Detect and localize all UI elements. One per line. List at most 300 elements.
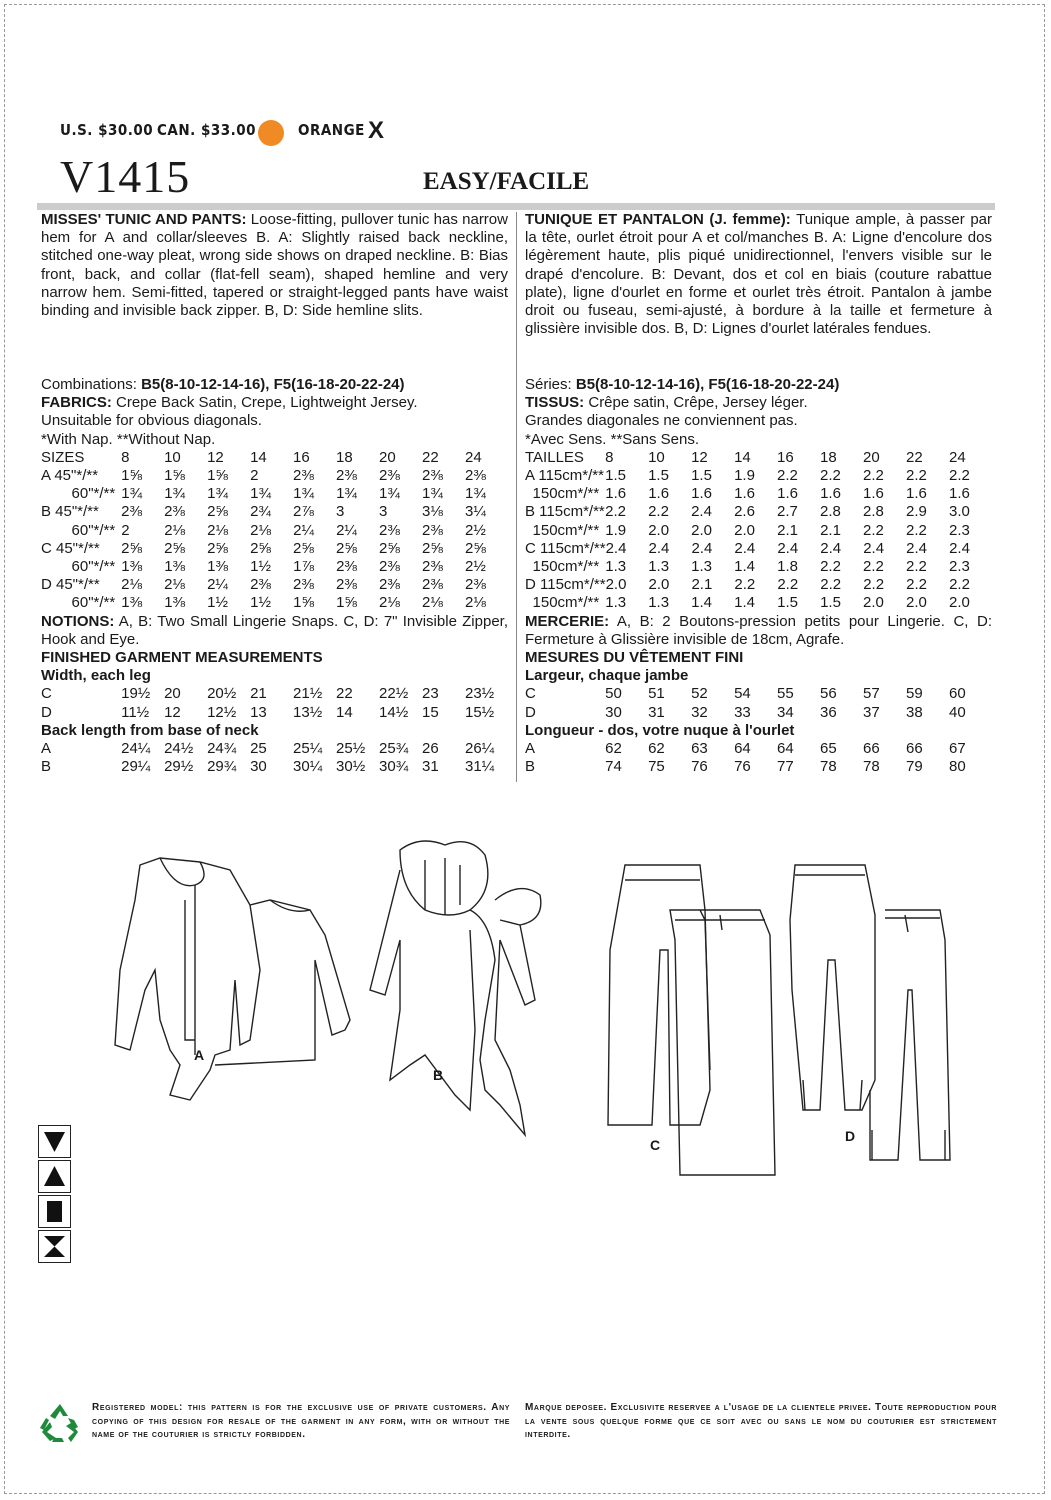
table-cell: 1.9 xyxy=(734,467,755,484)
table-cell: 76 xyxy=(734,758,751,776)
table-cell: 1.4 xyxy=(691,594,713,612)
table-cell: 25¾ xyxy=(379,739,409,757)
table-cell: 1.6 xyxy=(691,485,713,503)
view-c-label: C xyxy=(650,1137,661,1153)
table-cell: 2⅛ xyxy=(164,576,185,594)
back-header-en: Back length from base of neck xyxy=(41,721,259,739)
column-divider xyxy=(516,212,517,782)
view-d-label: D xyxy=(845,1128,856,1144)
table-cell: 1.5 xyxy=(648,467,669,484)
table-cell: 21½ xyxy=(293,685,323,703)
row-label: B xyxy=(41,758,52,776)
table-row xyxy=(41,467,508,485)
table-cell: 1⅜ xyxy=(121,557,143,575)
table-cell: 60 xyxy=(948,685,966,703)
row-label: 60"*/** xyxy=(71,557,116,575)
table-row xyxy=(41,503,508,521)
table-cell: 1.6 xyxy=(820,485,841,503)
english-column xyxy=(41,211,508,776)
table-cell: 1⅝ xyxy=(121,467,142,484)
table-cell: 2.1 xyxy=(777,521,798,539)
table-cell: 2.4 xyxy=(691,539,713,557)
table-row xyxy=(525,685,992,703)
table-cell: 1.8 xyxy=(777,557,798,575)
row-label: 60"*/** xyxy=(71,521,116,539)
row-label: 150cm*/** xyxy=(532,485,600,503)
view-c-drawing xyxy=(608,865,775,1175)
table-row xyxy=(41,594,508,612)
table-cell: 2⅞ xyxy=(293,503,314,521)
table-cell: 19½ xyxy=(121,685,151,703)
finished-header-fr: MESURES DU VÊTEMENT FINI xyxy=(525,648,744,666)
table-cell: 1⅜ xyxy=(207,557,229,575)
table-cell: 2⅜ xyxy=(379,576,400,594)
table-cell: 2⅜ xyxy=(422,521,443,539)
row-label: 150cm*/** xyxy=(532,557,600,575)
table-cell: 62 xyxy=(605,739,622,757)
table-cell: 14 xyxy=(250,448,267,466)
table-cell: 2⅝ xyxy=(207,539,228,557)
table-cell: 64 xyxy=(734,739,751,757)
table-cell: 2⅝ xyxy=(293,539,314,557)
table-cell: 22 xyxy=(906,448,923,466)
width-header-fr: Largeur, chaque jambe xyxy=(525,667,689,685)
table-cell: 1.6 xyxy=(948,485,970,503)
table-cell: 2⅜ xyxy=(336,576,357,594)
table-cell: 1.5 xyxy=(605,467,626,484)
x-mark: X xyxy=(368,117,385,144)
table-cell: 2¼ xyxy=(336,521,357,539)
table-cell: 40 xyxy=(948,703,966,721)
table-cell: 2⅝ xyxy=(422,539,443,557)
table-cell: 2.2 xyxy=(906,467,927,484)
table-cell: 2.0 xyxy=(648,576,670,594)
table-cell: 2.0 xyxy=(734,521,755,539)
table-cell: 52 xyxy=(691,685,708,703)
table-cell: 2.2 xyxy=(605,503,626,521)
row-label: 60"*/** xyxy=(71,485,116,503)
description-lead: MISSES' TUNIC AND PANTS: xyxy=(41,211,247,228)
table-cell: 8 xyxy=(121,448,130,466)
table-cell: 22 xyxy=(422,448,439,466)
row-label: D 45"*/** xyxy=(41,576,100,594)
table-cell: 1.6 xyxy=(734,485,755,503)
table-cell: 80 xyxy=(948,758,966,776)
table-cell: 2.1 xyxy=(691,576,713,594)
table-cell: 54 xyxy=(734,685,751,703)
table-cell: 2.2 xyxy=(648,503,669,521)
legal-notice-en: Registered model: this pattern is for the exclusive use of private customers. Any copying of this design for resale of the garment in any form, with or without the name of the couturier is strictly forbidden. xyxy=(92,1402,510,1441)
table-cell: 2⅜ xyxy=(293,576,314,594)
table-cell: 3.0 xyxy=(948,503,970,521)
yardage-table-en xyxy=(41,449,508,613)
nap-note-fr: *Avec Sens. **Sans Sens. xyxy=(525,430,699,448)
table-cell: 1.3 xyxy=(648,557,670,575)
row-label: B 45"*/** xyxy=(41,503,99,521)
table-cell: 1½ xyxy=(250,557,271,575)
table-cell: 2.4 xyxy=(648,539,670,557)
table-row xyxy=(525,485,992,503)
table-cell: 2 xyxy=(250,467,259,484)
back-header-fr: Longueur - dos, votre nuque à l'ourlet xyxy=(525,721,795,739)
table-cell: 1⅝ xyxy=(336,594,357,612)
row-label: A xyxy=(41,739,52,757)
table-cell: 2⅝ xyxy=(336,539,357,557)
table-cell: 65 xyxy=(820,739,837,757)
table-row xyxy=(525,704,992,722)
table-cell: 20 xyxy=(379,448,396,466)
table-cell: 2⅛ xyxy=(164,521,186,539)
table-cell: 1.6 xyxy=(648,485,670,503)
table-cell: 74 xyxy=(605,758,622,776)
table-row xyxy=(525,740,992,758)
table-cell: 62 xyxy=(648,739,665,757)
table-cell: 76 xyxy=(691,758,708,776)
combinations-en: Combinations: B5(8-10-12-14-16), F5(16-18-20-22-24) xyxy=(41,376,405,393)
table-cell: 55 xyxy=(777,685,794,703)
table-row xyxy=(525,576,992,594)
table-cell: 2.2 xyxy=(906,521,927,539)
table-cell: 2.4 xyxy=(906,539,928,557)
table-cell: 2.2 xyxy=(949,576,970,594)
table-cell: 12 xyxy=(164,703,181,721)
table-cell: 2.2 xyxy=(863,576,885,594)
table-cell: 77 xyxy=(777,758,794,776)
table-cell: 14½ xyxy=(379,703,409,721)
table-cell: 2¼ xyxy=(293,521,314,539)
table-cell: 34 xyxy=(777,703,794,721)
difficulty-label: EASY/FACILE xyxy=(423,168,590,195)
notions-en: NOTIONS: A, B: Two Small Lingerie Snaps. C, D: 7" Invisible Zipper, Hook and Eye. xyxy=(41,612,508,648)
table-row xyxy=(525,522,992,540)
table-cell: 2.7 xyxy=(777,503,798,521)
width-rows-fr xyxy=(525,685,992,721)
table-cell: 13 xyxy=(250,703,267,721)
square-icon xyxy=(38,1195,71,1228)
row-label: D 115cm*/** xyxy=(525,576,606,594)
table-cell: 2.1 xyxy=(820,521,841,539)
table-cell: 2⅜ xyxy=(164,503,185,521)
table-cell: 1.4 xyxy=(734,557,755,575)
table-cell: 2.2 xyxy=(906,557,927,575)
table-cell: 2.4 xyxy=(734,539,756,557)
table-cell: 1.4 xyxy=(734,594,755,612)
table-row xyxy=(525,467,992,485)
table-cell: 2.2 xyxy=(948,467,970,484)
fabrics-note-en: Unsuitable for obvious diagonals. xyxy=(41,412,262,430)
width-header-en: Width, each leg xyxy=(41,667,151,685)
table-cell: 22½ xyxy=(379,685,409,703)
table-row xyxy=(41,540,508,558)
table-cell: 1.5 xyxy=(691,467,712,484)
table-cell: 2⅛ xyxy=(422,594,443,612)
table-cell: 2⅜ xyxy=(422,576,443,594)
table-cell: 22 xyxy=(336,685,353,703)
table-cell: 30 xyxy=(605,703,622,721)
table-cell: 14 xyxy=(734,448,751,466)
table-cell: 1⅜ xyxy=(121,594,143,612)
table-cell: 2⅜ xyxy=(464,467,486,484)
table-cell: 51 xyxy=(648,685,665,703)
size-header-row xyxy=(525,449,992,467)
table-cell: 1⅝ xyxy=(164,467,185,484)
table-cell: 1.3 xyxy=(605,594,627,612)
table-cell: 24½ xyxy=(164,739,194,757)
table-cell: 1¾ xyxy=(379,485,400,503)
table-cell: 14 xyxy=(336,703,353,721)
table-cell: 2⅝ xyxy=(464,539,486,557)
fabrics-fr: TISSUS: Crêpe satin, Crêpe, Jersey léger. xyxy=(525,394,808,412)
table-cell: 2.3 xyxy=(948,557,970,575)
table-cell: 2.2 xyxy=(777,467,798,484)
table-cell: 11½ xyxy=(121,703,150,721)
table-cell: 1⅜ xyxy=(164,594,186,612)
table-cell: 1.6 xyxy=(906,485,927,503)
legal-notice-fr: Marque deposee. Exclusivite reservee a l'usage de la clientele privee. Toute reproduction pour la vente sous quelque forme que ce soit avec ou sans le nom du couturier est strictement interdite. xyxy=(525,1402,997,1441)
table-cell: 29¾ xyxy=(207,758,237,776)
table-cell: 67 xyxy=(948,739,966,757)
table-cell: 33 xyxy=(734,703,751,721)
table-cell: 1¾ xyxy=(422,485,443,503)
view-a-label: A xyxy=(194,1047,205,1063)
table-row xyxy=(41,758,508,776)
garment-illustrations xyxy=(100,840,960,1190)
table-cell: 2.4 xyxy=(691,503,712,521)
table-row xyxy=(41,576,508,594)
row-label: D xyxy=(41,703,52,721)
notions-fr: MERCERIE: A, B: 2 Boutons-pression petits pour Lingerie. C, D: Fermeture à Glissière invisible de 18cm, Agrafe. xyxy=(525,612,992,648)
table-cell: 2⅛ xyxy=(464,594,486,612)
table-cell: 2.2 xyxy=(820,557,841,575)
header-rule xyxy=(37,203,995,210)
table-cell: 2½ xyxy=(464,557,486,575)
table-cell: 2.0 xyxy=(948,594,970,612)
table-cell: 1⅝ xyxy=(293,594,314,612)
table-cell: 2⅝ xyxy=(207,503,228,521)
table-cell: 50 xyxy=(605,685,622,703)
nap-note-en: *With Nap. **Without Nap. xyxy=(41,430,216,448)
table-cell: 20 xyxy=(863,448,880,466)
table-cell: 2.6 xyxy=(734,503,755,521)
table-cell: 1¾ xyxy=(250,485,271,503)
finished-header-en: FINISHED GARMENT MEASUREMENTS xyxy=(41,648,323,666)
table-cell: 24 xyxy=(464,448,482,466)
table-cell: 1¾ xyxy=(207,485,229,503)
table-cell: 66 xyxy=(863,739,880,757)
description-text: Loose-fitting, pullover tunic has narrow hem for A and collar/sleeves B. A: Slightly raised back neckline, stitched one-way pleat, wrong side shows on draped neckline. B: Bias front, back, and collar (flat-fell seam), shaped hemline and very narrow hem. Semi-fitted, tapered or straight-legged pants have waist binding and invisible back zipper. B, D: Side hemline slits. xyxy=(41,211,508,320)
table-cell: 20 xyxy=(164,685,181,703)
table-cell: 1.5 xyxy=(777,594,798,612)
table-cell: 2⅜ xyxy=(336,557,357,575)
table-cell: 3¼ xyxy=(464,503,486,521)
table-cell: 1¾ xyxy=(164,485,186,503)
table-cell: 1½ xyxy=(250,594,271,612)
row-label: C xyxy=(41,685,52,703)
table-cell: 2.0 xyxy=(691,521,713,539)
table-cell: 2.0 xyxy=(906,594,927,612)
table-cell: 1½ xyxy=(207,594,229,612)
table-cell: 79 xyxy=(906,758,923,776)
row-label: D xyxy=(525,703,536,721)
table-cell: 15½ xyxy=(464,703,495,721)
table-cell: 2.2 xyxy=(863,467,884,484)
table-cell: 1.6 xyxy=(863,485,884,503)
table-cell: 2.4 xyxy=(949,539,970,557)
table-cell: 2⅜ xyxy=(379,467,400,484)
size-header-row xyxy=(41,449,508,467)
table-cell: 78 xyxy=(863,758,880,776)
table-cell: 20½ xyxy=(207,685,237,703)
table-cell: 2.2 xyxy=(820,467,841,484)
row-label: C xyxy=(525,685,536,703)
table-cell: 25½ xyxy=(336,739,366,757)
table-cell: 37 xyxy=(863,703,880,721)
row-label: 150cm*/** xyxy=(532,594,600,612)
table-cell: 15 xyxy=(422,703,439,721)
table-cell: 25¼ xyxy=(293,739,323,757)
table-cell: 2⅛ xyxy=(250,521,271,539)
table-cell: 66 xyxy=(906,739,923,757)
table-cell: 25 xyxy=(250,739,267,757)
table-cell: 2⅜ xyxy=(250,576,271,594)
table-cell: 23 xyxy=(422,685,439,703)
table-cell: 2.4 xyxy=(777,539,799,557)
table-cell: 30¾ xyxy=(379,758,409,776)
table-cell: 2⅛ xyxy=(207,521,229,539)
table-cell: 2⅝ xyxy=(164,539,185,557)
table-cell: 2⅜ xyxy=(464,576,486,594)
table-cell: 3 xyxy=(336,503,345,521)
fabrics-note-fr: Grandes diagonales ne conviennent pas. xyxy=(525,412,798,430)
description-fr xyxy=(525,211,992,376)
table-cell: 2.3 xyxy=(948,521,970,539)
row-label: 150cm*/** xyxy=(532,521,600,539)
table-cell: 2.2 xyxy=(734,576,756,594)
table-cell: 16 xyxy=(293,448,310,466)
table-cell: 2.2 xyxy=(863,521,884,539)
back-rows-fr xyxy=(525,740,992,776)
table-cell: 59 xyxy=(906,685,923,703)
table-cell: 2¼ xyxy=(207,576,228,594)
table-cell: 2.4 xyxy=(820,539,842,557)
table-cell: 18 xyxy=(820,448,837,466)
table-row xyxy=(41,685,508,703)
row-label: 60"*/** xyxy=(71,594,116,612)
table-cell: 75 xyxy=(648,758,665,776)
table-cell: 2⅝ xyxy=(121,539,142,557)
table-cell: 24 xyxy=(948,448,966,466)
table-cell: 1.3 xyxy=(691,557,713,575)
table-cell: 13½ xyxy=(293,703,323,721)
combinations-fr: Séries: B5(8-10-12-14-16), F5(16-18-20-22-24) xyxy=(525,376,840,393)
table-cell: 2.8 xyxy=(820,503,841,521)
table-cell: 38 xyxy=(906,703,923,721)
can-price: CAN. $33.00 xyxy=(157,121,257,139)
table-cell: 24¼ xyxy=(121,739,151,757)
row-label: TAILLES xyxy=(525,448,584,466)
table-cell: 78 xyxy=(820,758,837,776)
color-dot xyxy=(258,120,284,146)
table-cell: 2 xyxy=(121,521,130,539)
description-en xyxy=(41,211,508,376)
table-cell: 1.3 xyxy=(648,594,670,612)
table-cell: 12 xyxy=(207,448,224,466)
description-lead: TUNIQUE ET PANTALON (J. femme): xyxy=(525,211,791,228)
table-cell: 30¼ xyxy=(293,758,323,776)
table-cell: 12 xyxy=(691,448,708,466)
table-row xyxy=(41,485,508,503)
row-label: B 115cm*/** xyxy=(525,503,605,521)
table-cell: 29½ xyxy=(164,758,194,776)
table-cell: 56 xyxy=(820,685,837,703)
table-cell: 2.2 xyxy=(906,576,928,594)
description-text: Tunique ample, à passer par la tête, ourlet étroit pour A et col/manches B. A: Ligne d'encolure dos légèrement haute, plis piqué unidirectionnel, l'envers visible sur le drapé d'encolure. B: Devant, dos et col en biais (couture rabattue plate), ligne d'ourlet en forme et ourlet très étroit. Pantalon à jambe droit ou fuseau, semi-ajusté, à bordure à la taille et fermeture à glissière invisible dos. B, D: Lignes d'ourlet latérales fendues. xyxy=(525,211,992,338)
table-cell: 16 xyxy=(777,448,794,466)
table-row xyxy=(525,540,992,558)
table-cell: 24¾ xyxy=(207,739,237,757)
table-cell: 2⅛ xyxy=(121,576,142,594)
table-cell: 2⅝ xyxy=(379,539,400,557)
table-cell: 2⅜ xyxy=(379,521,400,539)
table-cell: 1⅞ xyxy=(293,557,314,575)
table-row xyxy=(525,594,992,612)
row-label: A xyxy=(525,739,536,757)
table-cell: 1¾ xyxy=(336,485,357,503)
table-cell: 1⅝ xyxy=(207,467,228,484)
table-cell: 31 xyxy=(422,758,439,776)
table-cell: 10 xyxy=(648,448,665,466)
table-cell: 2⅜ xyxy=(422,467,443,484)
view-a-drawing xyxy=(115,858,350,1100)
back-rows-en xyxy=(41,740,508,776)
view-b-drawing xyxy=(370,841,541,1135)
table-cell: 26¼ xyxy=(464,739,495,757)
row-label: B xyxy=(525,758,536,776)
table-row xyxy=(525,758,992,776)
table-cell: 2⅜ xyxy=(422,557,443,575)
table-row xyxy=(525,558,992,576)
table-row xyxy=(41,704,508,722)
table-cell: 31 xyxy=(648,703,665,721)
table-cell: 64 xyxy=(777,739,794,757)
table-cell: 2.4 xyxy=(605,539,627,557)
table-row xyxy=(41,558,508,576)
us-price: U.S. $30.00 xyxy=(60,121,154,139)
table-cell: 1.9 xyxy=(605,521,627,539)
table-cell: 36 xyxy=(820,703,837,721)
hourglass-icon xyxy=(38,1230,71,1263)
table-cell: 32 xyxy=(691,703,708,721)
table-cell: 8 xyxy=(605,448,614,466)
table-cell: 2.9 xyxy=(906,503,927,521)
table-row xyxy=(525,503,992,521)
table-cell: 1.6 xyxy=(777,485,798,503)
table-cell: 2.0 xyxy=(648,521,670,539)
table-cell: 2.2 xyxy=(863,557,884,575)
table-cell: 57 xyxy=(863,685,880,703)
view-b-label: B xyxy=(433,1067,444,1083)
table-cell: 2.4 xyxy=(863,539,885,557)
table-cell: 18 xyxy=(336,448,353,466)
table-cell: 3⅛ xyxy=(422,503,443,521)
recycle-icon xyxy=(38,1402,82,1444)
table-cell: 2.2 xyxy=(820,576,842,594)
french-column xyxy=(525,211,992,776)
row-label: SIZES xyxy=(41,448,85,466)
table-cell: 23½ xyxy=(464,685,495,703)
table-cell: 1¾ xyxy=(121,485,143,503)
table-cell: 2.0 xyxy=(605,576,627,594)
